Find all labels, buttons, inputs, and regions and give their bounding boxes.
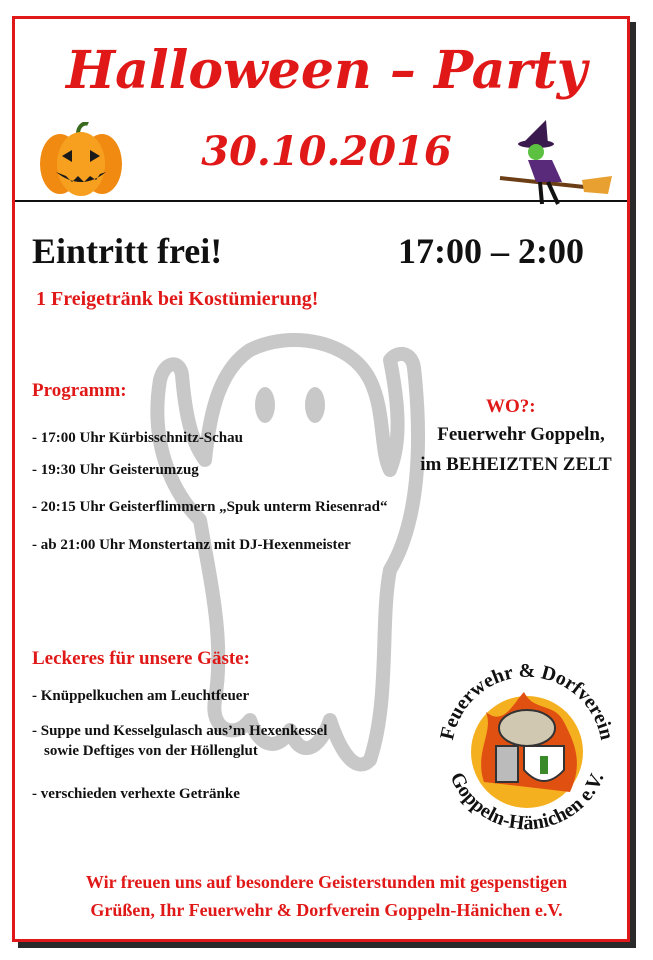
divider [15,200,627,202]
drink-offer: 1 Freigetränk bei Kostümierung! [36,288,319,310]
program-item: - 20:15 Uhr Geisterflimmern „Spuk unterm Riesenrad“ [32,499,388,515]
pumpkin-icon [38,122,124,198]
program-item: - ab 21:00 Uhr Monstertanz mit DJ-Hexenmeister [32,537,351,553]
logo-top-text: Feuerwehr & Dorfverein [436,660,618,742]
food-item: - Knüppelkuchen am Leuchtfeuer [32,688,250,704]
footer-line1: Wir freuen uns auf besondere Geisterstunden mit gespenstigen [85,872,568,892]
food-item: - verschieden verhexte Getränke [32,786,240,802]
logo-bottom-text: Goppeln-Hänichen e.V. [445,768,609,835]
witch-icon [496,120,614,210]
food-item: - Suppe und Kesselgulasch aus’m Hexenkessel [32,723,328,739]
program-item: - 17:00 Uhr Kürbisschnitz-Schau [32,430,243,446]
footer-line2: Grüßen, Ihr Feuerwehr & Dorfverein Goppeln-Hänichen e.V. [90,900,563,920]
location-line1: Feuerwehr Goppeln, [437,424,605,445]
program-item: - 19:30 Uhr Geisterumzug [32,462,199,478]
club-logo [424,642,630,848]
page-title: Halloween – Party [66,40,587,101]
program-heading: Programm: [32,380,127,401]
entry-text: Eintritt frei! [32,231,223,271]
food-heading: Leckeres für unsere Gäste: [32,648,250,669]
time-text: 17:00 – 2:00 [398,231,584,271]
location-heading: WO?: [486,396,536,417]
event-date: 30.10.2016 [201,128,452,175]
location-line2: im BEHEIZTEN ZELT [420,454,612,475]
food-item: sowie Deftiges von der Höllenglut [44,743,258,759]
